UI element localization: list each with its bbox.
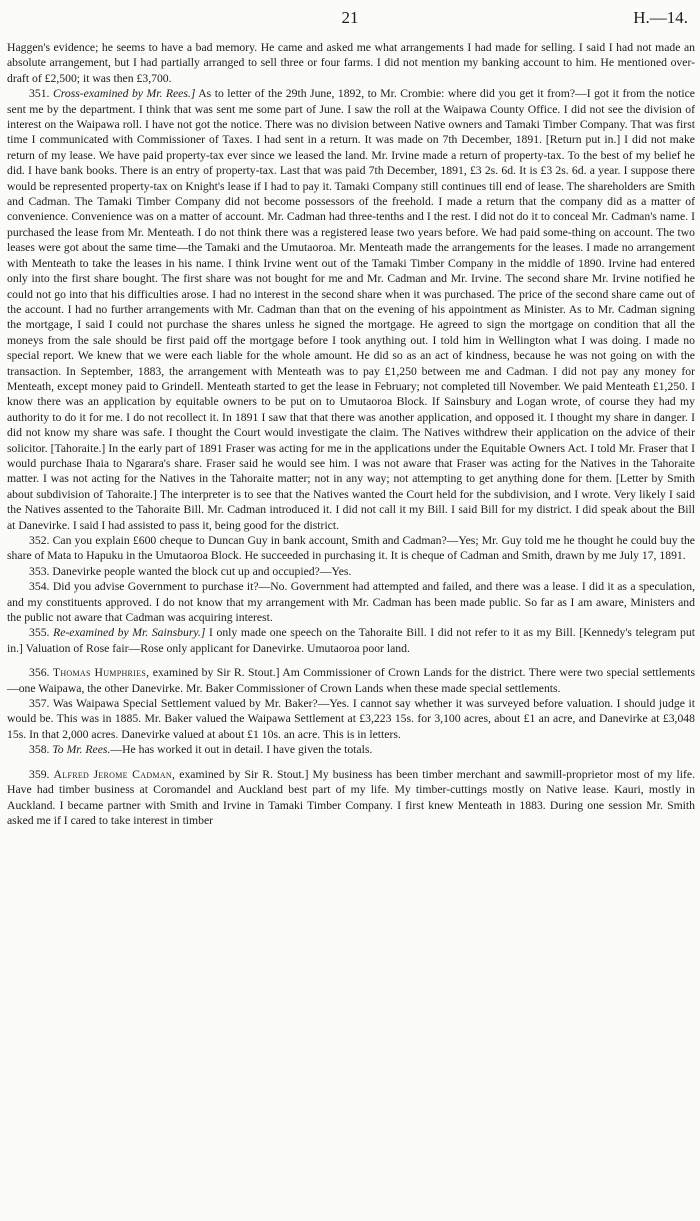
- paragraph-text: As to letter of the 29th June, 1892, to Mr. Crombie: where did you get it from?—I got it from the notice sent me by the department. I think that was sent me some part of June. I saw the roll at the Waipawa County Office. I did not see the division of interest on the Waipawa roll. I have not got the notice. There was no division between Native owners and Tamaki Timber Company. That was first time I communicated with Commissioner of Taxes. I had sent in a return. It was made on 7th December, 1891. [Return put in.] I did not make return of my lease. We have paid property-tax ever since we leased the land. Mr. Irvine made a return of property-tax. To the best of my belief he did. I have bank books. There is an entry of property-tax. Last that was paid 7th December, 1891, £3 2s. 6d. It is £3 2s. 6d. a year. I suppose there would be represented property-tax on Knight's lease if I had to pay it. Tamaki Company still continues till end of lease. The shareholders are Smith and Cadman. The Tamaki Timber Company did not become possessors of the freehold. I made a return that the company did as a matter of convenience. Convenience was on a matter of account. Mr. Cadman had three-tenths and I the rest. I did not do it to conceal Mr. Cadman's name. I purchased the lease from Mr. Menteath. I do not think there was a registered lease two years before. We had paid some-thing on account. The two leases were got about the same time—the Tamaki and the Umutaoroa. Mr. Menteath made the arrangements for the leases. I made no arrangement with Menteath to take the leases in his name. I think Irvine went out of the Tamaki Timber Company in the middle of 1890. Irvine had entered only into the first share bought. The first share was not bought for me and Mr. Cadman and Mr. Irvine. The second share Mr. Irvine notified he could not go into that his difficulties arose. I had no interest in the second share when it was purchased. The price of the second share came out of the account. I had no further arrangements with Mr. Cadman than that on the evening of his appointment as Minister. As to Mr. Cadman signing the mortgage, I said I could not purchase the shares unless he signed the mortgage. He agreed to sign the mortgage on condition that all the moneys from the sale should be first paid off the mortgage before I took anything out. I told him in Wellington what I was doing. I made no special report. We knew that we were each liable for the whole amount. He did so as an act of kindness, because he was not going on with the transaction. In September, 1883, the arrangement with Menteath was to pay £1,250 between me and Cadman. I did not pay any money for Menteath, except money paid to Grindell. Menteath started to get the lease in February; not completed till November. We paid Menteath £1,250. I know there was an application by equitable owners to be put on to Umutaoroa Block. If Sainsbury and Logan wrote, of course they had my authority to do it for me. I do not recollect it. In 1891 I saw that that there was another application, and opposed it. I thought my share in danger. I did not know my share was safe. I thought the Court would investigate the claim. The Natives withdrew their application on the advice of their solicitor. [Tahoraite.] In the early part of 1891 Fraser was acting for me in the applications under the Equitable Owners Act. I told Mr. Fraser that I would purchase Ihaia to Ngarara's share. Fraser said he would see him. I was not aware that Fraser was acting for the Natives in the Tahoraite matter. I was not acting for the Natives in the Tahoraite matter; not in any way; not attempting to get anything done for them. [Letter by Smith about subdivision of Tahoraite.] The interpreter is to see that the Natives wanted the Court held for the subdivision, and I wrote. Very likely I said the Natives assented to the Tahoraite Bill. Mr. Cadman introduced it. I did not call it my Bill. I said Bill for my district. I did speak about the Bill at Danevirke. I said I had assisted to pass it, being good for the district.: [7, 87, 695, 532]
- page-number: 21: [341, 8, 359, 27]
- question-number: 356.: [29, 666, 50, 680]
- paragraph: [7, 625, 695, 656]
- question-number: 354.: [29, 580, 50, 594]
- witness-name: Thomas Humphries,: [52, 666, 150, 680]
- paragraph-text: Can you explain £600 cheque to Duncan Guy in bank account, Smith and Cadman?—Yes; Mr. Guy told me he thought he could buy the share of Mata to Hapuku in the Umutaoroa Block. He succeeded in purchasing it. It is cheque of Cadman and Smith, drawn by me July 17, 1891.: [7, 534, 695, 563]
- question-number: 351.: [29, 87, 50, 101]
- paragraph: [7, 665, 695, 696]
- paragraph: [7, 40, 695, 86]
- examination-heading: Re-examined by Mr. Sainsbury.]: [53, 626, 206, 640]
- examination-heading: To Mr. Rees.: [52, 743, 111, 757]
- paragraph-text: Haggen's evidence; he seems to have a bad memory. He came and asked me what arrangements I had made for selling. I said I had not made an absolute arrangement, but I had partially arranged to sell three or four farms. I did not mention my banking account to him. He mentioned over-draft of £2,500; it was then £3,700.: [7, 41, 695, 85]
- paragraph: [7, 86, 695, 533]
- paragraph: [7, 564, 695, 579]
- question-number: 353.: [29, 564, 50, 578]
- paragraph: [7, 742, 695, 757]
- paragraph-text: —He has worked it out in detail. I have given the totals.: [110, 743, 373, 757]
- paragraph: [7, 533, 695, 564]
- paragraph: [7, 696, 695, 742]
- question-number: 357.: [29, 697, 50, 711]
- paragraph-text: Was Waipawa Special Settlement valued by Mr. Baker?—Yes. I cannot say whether it was surveyed before valuation. I should judge it would be. This was in 1885. Mr. Baker valued the Waipawa Settlement at £3,223 15s. for 3,100 acres, about £1 an acre, and Danevirke at £3,048 15s. In that 2,000 acres. Danevirke valued at about £1 10s. an acre. This is in letters.: [7, 697, 695, 741]
- witness-name: Alfred Jerome Cadman,: [53, 767, 176, 781]
- document-reference: H.—14.: [633, 8, 688, 27]
- document-body: [7, 40, 695, 828]
- paragraph-text: examined by Sir R. Stout.] Am Commissioner of Crown Lands for the district. There were two special settlements—one Waipawa, the other Danevirke. Mr. Baker Commissioner of Crown Lands when these made special settlements.: [7, 666, 696, 695]
- examination-heading: Cross-examined by Mr. Rees.]: [52, 87, 196, 101]
- question-number: 359.: [29, 767, 50, 781]
- page-header: [0, 6, 700, 30]
- paragraph-text: Danevirke people wanted the block cut up and occupied?—Yes.: [52, 564, 352, 578]
- paragraph: [7, 579, 695, 625]
- paragraph-text: Did you advise Government to purchase it?—No. Government had attempted and failed, and there was a lease. I did it as a speculation, and my constituents approved. I do not know that my arrangement with Mr. Cadman has been made public. So far as I am aware, Ministers and the public not aware that Cadman was acquiring interest.: [7, 580, 696, 625]
- question-number: 352.: [29, 534, 50, 547]
- paragraph-text: I only made one speech on the Tahoraite Bill. I did not refer to it as my Bill. [Kennedy's telegram put in.] Valuation of Rose fair—Rose only applicant for Danevirke. Umutaoroa poor land.: [7, 626, 695, 655]
- question-number: 355.: [29, 626, 50, 640]
- question-number: 358.: [29, 743, 50, 757]
- paragraph: [7, 767, 695, 829]
- paragraph-text: examined by Sir R. Stout.] My business has been timber merchant and sawmill-proprietor most of my life. Have had timber business at Coromandel and Auckland best part of my life. My timber-cuttings mostly on Native lease. Kauri, mostly in Auckland. I became partner with Smith and Irvine in Tamaki Timber Company. I first knew Menteath in 1883. During one session Mr. Smith asked me if I cared to take interest in timber: [7, 767, 696, 827]
